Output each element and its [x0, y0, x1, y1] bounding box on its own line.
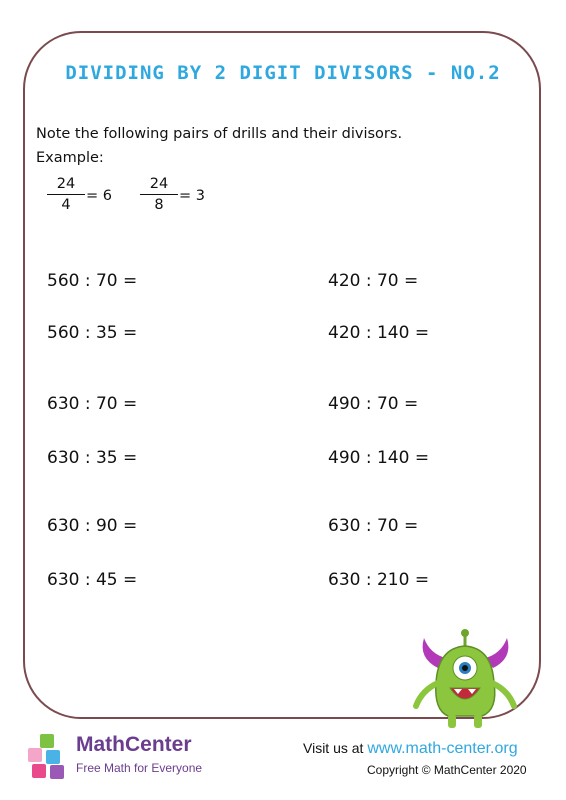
problem-text: 630 : 70 = [47, 394, 138, 414]
problem-10[interactable] [328, 516, 418, 536]
example-fraction-2 [140, 175, 178, 214]
example-fraction-1 [47, 175, 85, 214]
visit-prefix: Visit us at [303, 740, 364, 756]
problem-9[interactable] [47, 516, 137, 536]
arm-left [416, 683, 438, 706]
problem-11[interactable] [47, 570, 137, 590]
example-result-2: = 3 [179, 188, 205, 204]
brand-name: MathCenter [76, 733, 192, 756]
problem-7[interactable] [47, 448, 137, 468]
brand-tagline: Free Math for Everyone [76, 761, 203, 775]
problem-12[interactable] [328, 570, 429, 590]
leg-left [448, 714, 456, 728]
cube-magenta [32, 764, 46, 778]
cube-purple [50, 765, 64, 779]
example-denominator: 4 [61, 197, 71, 213]
antenna-tip [461, 629, 469, 637]
example-result-1: = 6 [86, 188, 112, 204]
cube-blue [46, 750, 60, 764]
problem-4[interactable] [328, 323, 429, 343]
website-link[interactable]: www.math-center.org [367, 740, 518, 757]
example-label: Example: [36, 150, 104, 166]
problem-text: 630 : 90 = [47, 516, 138, 536]
fraction-bar [47, 194, 85, 195]
visit-line [303, 740, 518, 758]
problem-text: 420 : 70 = [328, 271, 419, 291]
problem-8[interactable] [328, 448, 429, 468]
problem-text: 630 : 70 = [328, 516, 419, 536]
problem-text: 560 : 70 = [47, 271, 138, 291]
problem-text: 490 : 70 = [328, 394, 419, 414]
example-numerator: 24 [149, 176, 169, 192]
copyright-text: Copyright © MathCenter 2020 [367, 763, 527, 777]
example-numerator: 24 [56, 176, 76, 192]
problem-3[interactable] [47, 323, 137, 343]
problem-text: 630 : 210 = [328, 570, 430, 590]
monster-pupil [462, 665, 468, 671]
problem-6[interactable] [328, 394, 418, 414]
green-monster-mascot-icon [408, 628, 523, 733]
problem-text: 490 : 140 = [328, 448, 430, 468]
cube-green [40, 734, 54, 748]
problem-5[interactable] [47, 394, 137, 414]
fraction-bar [140, 194, 178, 195]
problem-1[interactable] [47, 271, 137, 291]
cube-pink [28, 748, 42, 762]
problem-text: 420 : 140 = [328, 323, 430, 343]
problem-text: 630 : 45 = [47, 570, 138, 590]
instruction-text: Note the following pairs of drills and their divisors. [36, 126, 403, 142]
mathcenter-cube-logo-icon [24, 732, 70, 780]
problem-text: 630 : 35 = [47, 448, 138, 468]
problem-text: 560 : 35 = [47, 323, 138, 343]
problem-2[interactable] [328, 271, 418, 291]
worksheet-title: DIVIDING BY 2 DIGIT DIVISORS - NO.2 [65, 62, 501, 84]
leg-right [474, 714, 482, 728]
example-denominator: 8 [154, 197, 164, 213]
